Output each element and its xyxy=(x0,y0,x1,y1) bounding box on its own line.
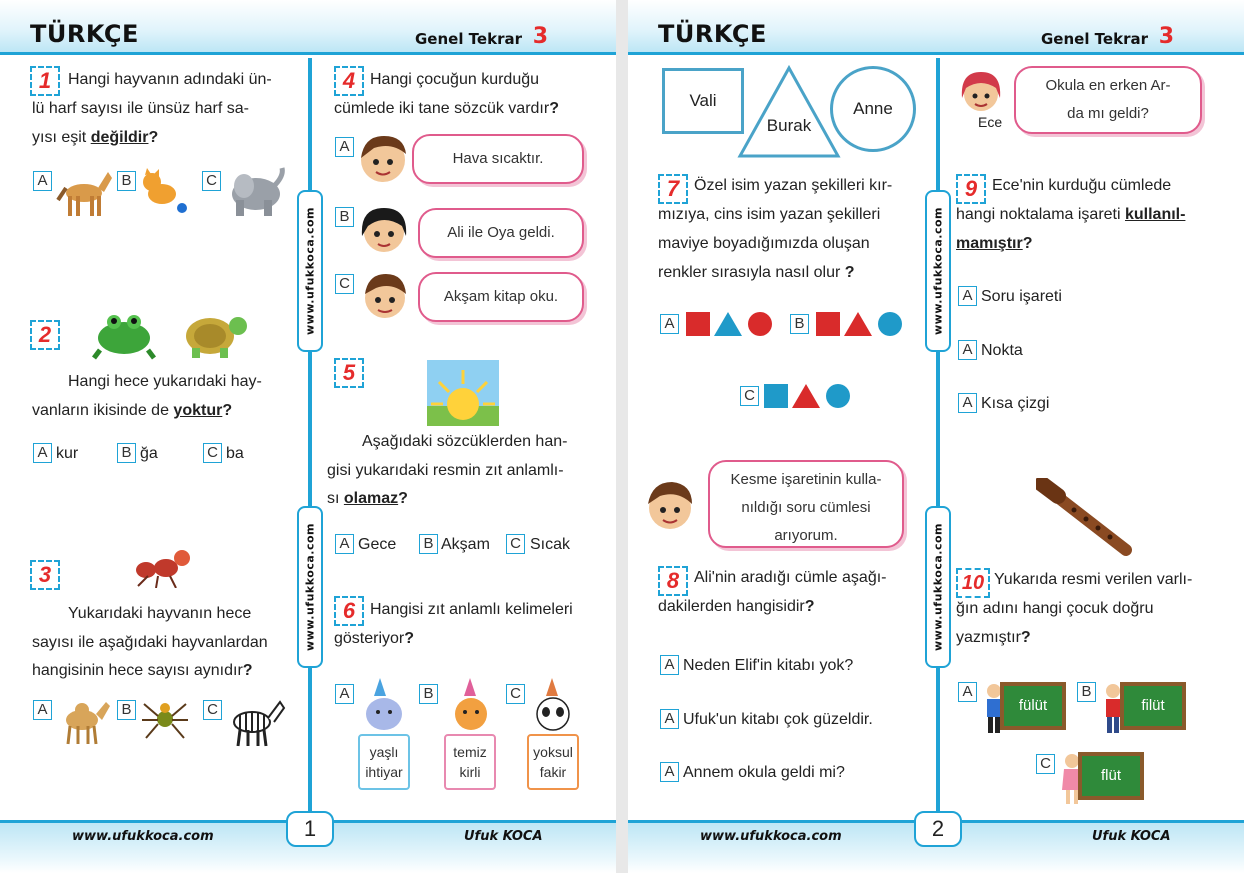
circle-shape: Anne xyxy=(830,66,916,152)
option-text: Soru işareti xyxy=(981,288,1062,305)
page-header xyxy=(0,0,616,55)
option-a[interactable]: A xyxy=(660,314,679,334)
cat-party-icon xyxy=(448,676,494,734)
option-c[interactable]: C xyxy=(203,443,222,463)
question-text: Aşağıdaki sözcüklerden han- xyxy=(362,433,568,450)
panda-party-icon xyxy=(530,676,576,734)
side-site-tab: www.ufukkoca.com xyxy=(297,506,323,668)
speaker-name: Ece xyxy=(978,114,1003,130)
question-number: 1 xyxy=(30,66,60,96)
footer-author: Ufuk KOCA xyxy=(1092,829,1171,844)
question-text: vanların ikisinde de yoktur? xyxy=(32,402,233,419)
option-a[interactable]: A xyxy=(33,700,52,720)
side-site-tab: www.ufukkoca.com xyxy=(925,506,951,668)
column-divider xyxy=(936,58,940,820)
option-b[interactable]: B xyxy=(335,207,354,227)
option-b[interactable]: B xyxy=(117,700,136,720)
question-text: dakilerden hangisidir? xyxy=(658,598,815,615)
zebra-icon xyxy=(224,694,286,750)
option-text: Sıcak xyxy=(530,536,571,553)
question-text: Özel isim yazan şekilleri kır- xyxy=(694,177,893,194)
question-text: Hangi hece yukarıdaki hay- xyxy=(68,373,262,390)
question-text: ğın adını hangi çocuk doğru xyxy=(956,600,1154,617)
horse-icon xyxy=(54,166,114,220)
section-title: Genel Tekrar xyxy=(414,30,522,48)
subject-title: TÜRKÇE xyxy=(30,20,139,48)
elephant-icon xyxy=(224,166,286,220)
option-a[interactable]: A xyxy=(335,534,354,554)
question-text: Ali'nin aradığı cümle aşağı- xyxy=(694,569,887,586)
page-2 xyxy=(628,0,1244,873)
option-b[interactable]: B xyxy=(1077,682,1096,702)
boy-avatar-icon xyxy=(356,132,410,186)
side-site-tab: www.ufukkoca.com xyxy=(297,190,323,352)
option-text: Nokta xyxy=(981,342,1023,359)
question-text: hangisinin hece sayısı aynıdır? xyxy=(32,662,253,679)
option-c[interactable]: A xyxy=(660,762,679,782)
boy-avatar-icon xyxy=(358,270,412,322)
option-b[interactable]: B xyxy=(419,534,438,554)
option-text: ğa xyxy=(140,445,158,462)
question-text: yazmıştır? xyxy=(956,629,1031,646)
option-c[interactable]: C xyxy=(740,386,759,406)
option-text: Neden Elif'in kitabı yok? xyxy=(683,657,854,674)
ant-icon xyxy=(128,544,198,588)
question-text: sı olamaz? xyxy=(327,490,408,507)
question-text: lü harf sayısı ile ünsüz harf sa- xyxy=(32,100,249,117)
question-text: gisi yukarıdaki resmin zıt anlamlı- xyxy=(327,462,564,479)
girl-avatar-icon xyxy=(358,204,410,258)
question-text: mızıya, cins isim yazan şekilleri xyxy=(658,206,881,223)
subject-title: TÜRKÇE xyxy=(658,20,767,48)
section-title: Genel Tekrar xyxy=(1040,30,1148,48)
option-text: ba xyxy=(226,445,244,462)
option-b[interactable]: B xyxy=(117,443,136,463)
option-c[interactable]: C xyxy=(202,171,221,191)
sun-picture-icon xyxy=(427,360,499,426)
question-number: 4 xyxy=(334,66,364,96)
page-footer xyxy=(628,816,1244,873)
section-number: 3 xyxy=(532,24,548,49)
question-text: Hangisi zıt anlamlı kelimeleri xyxy=(370,601,573,618)
option-b[interactable]: A xyxy=(660,709,679,729)
column-divider xyxy=(308,58,312,820)
triangle-shape xyxy=(736,64,842,160)
spider-icon xyxy=(140,694,190,744)
question-text: mamıştır? xyxy=(956,235,1033,252)
side-site-tab: www.ufukkoca.com xyxy=(925,190,951,352)
page-header xyxy=(628,0,1244,55)
option-text: kur xyxy=(56,445,79,462)
chalkboard: fülüt xyxy=(1000,682,1066,730)
question-text: renkler sırasıyla nasıl olur ? xyxy=(658,264,855,281)
footer-site: www.ufukkoca.com xyxy=(700,829,842,844)
option-c[interactable]: A xyxy=(958,393,977,413)
frog-icon xyxy=(92,306,156,362)
boy-avatar-icon xyxy=(642,478,698,534)
shape-row-blue-red-blue xyxy=(762,382,854,410)
question-text: Hangi çocuğun kurduğu xyxy=(370,71,540,88)
speech-bubble: Hava sıcaktır. xyxy=(412,134,584,184)
page-number: 1 xyxy=(286,811,334,847)
question-text: sayısı ile aşağıdaki hayvanlardan xyxy=(32,634,268,651)
section-number: 3 xyxy=(1158,24,1174,49)
question-text: hangi noktalama işareti kullanıl- xyxy=(956,206,1186,223)
shape-row-red-red-blue xyxy=(814,310,906,338)
question-number: 9 xyxy=(956,174,986,204)
elephant-party-icon xyxy=(362,676,408,734)
option-text: Gece xyxy=(358,536,397,553)
question-text: Ece'nin kurduğu cümlede xyxy=(992,177,1172,194)
question-text: cümlede iki tane sözcük vardır? xyxy=(334,100,559,117)
question-text: Yukarıda resmi verilen varlı- xyxy=(994,571,1193,588)
speech-bubble: Ali ile Oya geldi. xyxy=(418,208,584,258)
option-b[interactable]: B xyxy=(419,684,438,704)
page-number: 2 xyxy=(914,811,962,847)
shape-row-red-blue-red xyxy=(684,310,776,338)
flute-icon xyxy=(1036,478,1140,562)
triangle-label: Burak xyxy=(766,116,812,135)
option-b[interactable]: B xyxy=(117,171,136,191)
word-card: yaşlı ihtiyar xyxy=(358,734,410,790)
option-c[interactable]: C xyxy=(1036,754,1055,774)
question-text: yısı eşit değildir? xyxy=(32,129,159,146)
question-number: 10 xyxy=(956,568,990,598)
option-c[interactable]: C xyxy=(506,534,525,554)
question-number: 7 xyxy=(658,174,688,204)
option-text: Annem okula geldi mi? xyxy=(683,764,845,781)
option-a[interactable]: A xyxy=(660,655,679,675)
option-b[interactable]: A xyxy=(958,340,977,360)
question-number: 2 xyxy=(30,320,60,350)
chalkboard: flüt xyxy=(1078,752,1144,800)
option-a[interactable]: A xyxy=(33,171,52,191)
footer-site: www.ufukkoca.com xyxy=(72,829,214,844)
question-text: Yukarıdaki hayvanın hece xyxy=(68,605,252,622)
speech-bubble: Okula en erken Ar- da mı geldi? xyxy=(1014,66,1202,134)
option-text: Kısa çizgi xyxy=(981,395,1050,412)
question-number: 3 xyxy=(30,560,60,590)
word-card: yoksul fakir xyxy=(527,734,579,790)
option-c[interactable]: C xyxy=(335,274,354,294)
word-card: temiz kirli xyxy=(444,734,496,790)
option-a[interactable]: A xyxy=(33,443,52,463)
cat-icon xyxy=(138,166,190,218)
question-text: maviye boyadığımızda oluşan xyxy=(658,235,870,252)
option-a[interactable]: A xyxy=(335,684,354,704)
page-1 xyxy=(0,0,616,873)
square-shape: Vali xyxy=(662,68,744,134)
speech-bubble: Akşam kitap oku. xyxy=(418,272,584,322)
turtle-icon xyxy=(180,306,250,362)
option-b[interactable]: B xyxy=(790,314,809,334)
page-gutter xyxy=(616,0,628,873)
option-c[interactable]: C xyxy=(203,700,222,720)
question-text: gösteriyor? xyxy=(334,630,415,647)
option-text: Ufuk'un kitabı çok güzeldir. xyxy=(683,711,873,728)
option-c[interactable]: C xyxy=(506,684,525,704)
question-number: 6 xyxy=(334,596,364,626)
page-footer xyxy=(0,816,616,873)
question-text: Hangi hayvanın adındaki ün- xyxy=(68,71,272,88)
option-a[interactable]: A xyxy=(335,137,354,157)
camel-icon xyxy=(54,694,114,746)
question-number: 8 xyxy=(658,566,688,596)
chalkboard: filüt xyxy=(1120,682,1186,730)
footer-author: Ufuk KOCA xyxy=(464,829,543,844)
question-number: 5 xyxy=(334,358,364,388)
option-a[interactable]: A xyxy=(958,286,977,306)
speech-bubble: Kesme işaretinin kulla- nıldığı soru cümlesi arıyorum. xyxy=(708,460,904,548)
option-text: Akşam xyxy=(441,536,490,553)
option-a[interactable]: A xyxy=(958,682,977,702)
